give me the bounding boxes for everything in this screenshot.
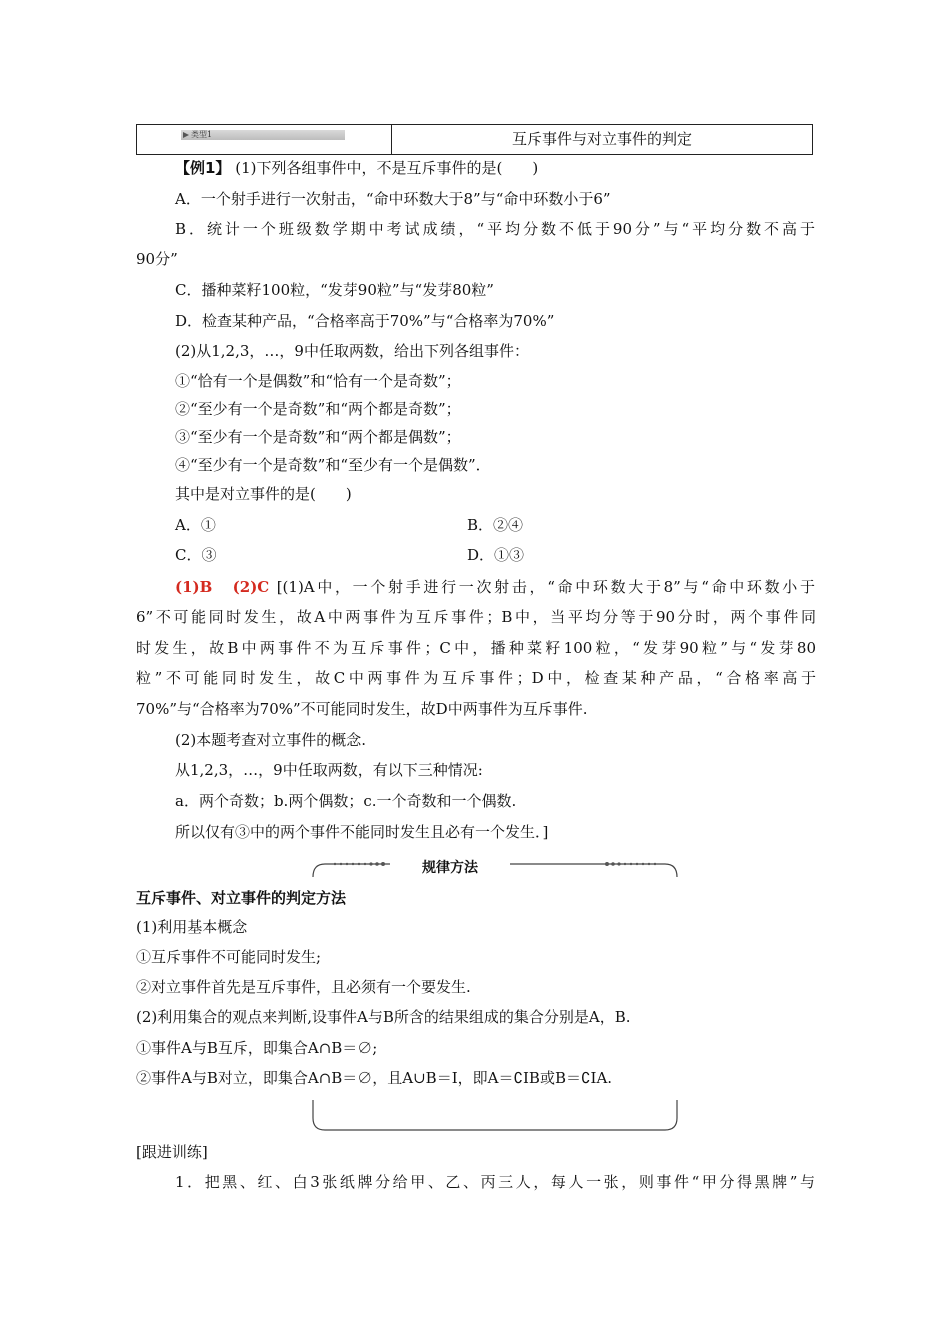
rule-1: (1)利用基本概念 bbox=[136, 918, 248, 936]
solution-text-3: 时发生，故B中两事件不为互斥事件；C中，播种菜籽100粒，“发芽90粒”与“发芽80 bbox=[136, 639, 816, 657]
section-header bbox=[136, 124, 813, 155]
option-b-line2: 90分” bbox=[136, 250, 178, 268]
solution-text-2: 6”不可能同时发生，故A中两事件为互斥事件；B中，当平均分等于90分时，两个事件同 bbox=[136, 608, 816, 626]
event-2: ②“至少有一个是奇数”和“两个都是奇数”； bbox=[175, 400, 461, 418]
rule-2: ①互斥事件不可能同时发生; bbox=[136, 948, 322, 966]
choice-d: D．①③ bbox=[467, 546, 525, 564]
event-3: ③“至少有一个是奇数”和“两个都是偶数”； bbox=[175, 428, 461, 446]
option-b-line1: B．统计一个班级数学期中考试成绩，“平均分数不低于90分”与“平均分数不高于 bbox=[175, 220, 815, 238]
solution-text-5: 70%”与“合格率为70%”不可能同时发生，故D中两事件为互斥事件. bbox=[136, 700, 588, 718]
choice-b: B．②④ bbox=[467, 516, 524, 534]
option-c: C．播种菜籽100粒，“发芽90粒”与“发芽80粒” bbox=[175, 281, 494, 299]
solution-text-8: a．两个奇数；b.两个偶数；c.一个奇数和一个偶数. bbox=[175, 792, 517, 810]
question-2-intro: (2)从1,2,3，…，9中任取两数，给出下列各组事件： bbox=[175, 342, 529, 360]
choice-row-2 bbox=[175, 545, 815, 565]
example-label: 【例1】 bbox=[175, 159, 231, 177]
rule-6: ②事件A与B对立，即集合A∩B＝∅，且A∪B＝I，即A＝∁IB或B＝∁IA. bbox=[136, 1069, 613, 1087]
rule-3: ②对立事件首先是互斥事件，且必须有一个要发生. bbox=[136, 978, 471, 996]
option-a: A．一个射手进行一次射击，“命中环数大于8”与“命中环数小于6” bbox=[175, 190, 611, 208]
option-d: D．检查某种产品，“合格率高于70%”与“合格率为70%” bbox=[175, 312, 555, 330]
type-tag: 类型1 bbox=[181, 130, 345, 140]
solution-text-6: (2)本题考查对立事件的概念. bbox=[175, 731, 367, 749]
rules-label: 规律方法 bbox=[390, 857, 510, 877]
solution-text-9: 所以仅有③中的两个事件不能同时发生且必有一个发生．] bbox=[175, 823, 549, 841]
question-1-intro: (1)下列各组事件中，不是互斥事件的是( ) bbox=[235, 159, 539, 177]
solution-text-7: 从1,2,3，…，9中任取两数，有以下三种情况: bbox=[175, 761, 483, 779]
rules-frame-bottom bbox=[311, 1098, 679, 1132]
choice-a: A．① bbox=[175, 516, 216, 534]
event-4: ④“至少有一个是奇数”和“至少有一个是偶数”． bbox=[175, 456, 491, 474]
practice-question-1: 1．把黑、红、白3张纸牌分给甲、乙、丙三人，每人一张，则事件“甲分得黑牌”与 bbox=[175, 1173, 815, 1191]
event-1: ①“恰有一个是偶数”和“恰有一个是奇数”； bbox=[175, 372, 461, 390]
choice-row-1 bbox=[175, 515, 815, 535]
solution-text-1: [(1)A中，一个射手进行一次射击，“命中环数大于8”与“命中环数小于 bbox=[276, 578, 815, 596]
practice-label: [跟进训练] bbox=[136, 1143, 208, 1161]
rule-5: ①事件A与B互斥，即集合A∩B＝∅; bbox=[136, 1039, 378, 1057]
example-question-1 bbox=[175, 158, 815, 178]
answer-line-1 bbox=[175, 577, 815, 597]
section-title: 互斥事件与对立事件的判定 bbox=[511, 130, 692, 148]
solution-text-4: 粒”不可能同时发生，故C中两事件为互斥事件；D中，检查某种产品，“合格率高于 bbox=[136, 669, 816, 687]
choice-c: C．③ bbox=[175, 546, 217, 564]
question-2-ask: 其中是对立事件的是( ) bbox=[175, 485, 352, 503]
rules-title: 互斥事件、对立事件的判定方法 bbox=[136, 889, 347, 907]
answer-key: (1)B (2)C bbox=[175, 578, 270, 596]
section-header-left bbox=[137, 125, 392, 154]
rule-4: (2)利用集合的观点来判断,设事件A与B所含的结果组成的集合分别是A，B. bbox=[136, 1008, 631, 1026]
